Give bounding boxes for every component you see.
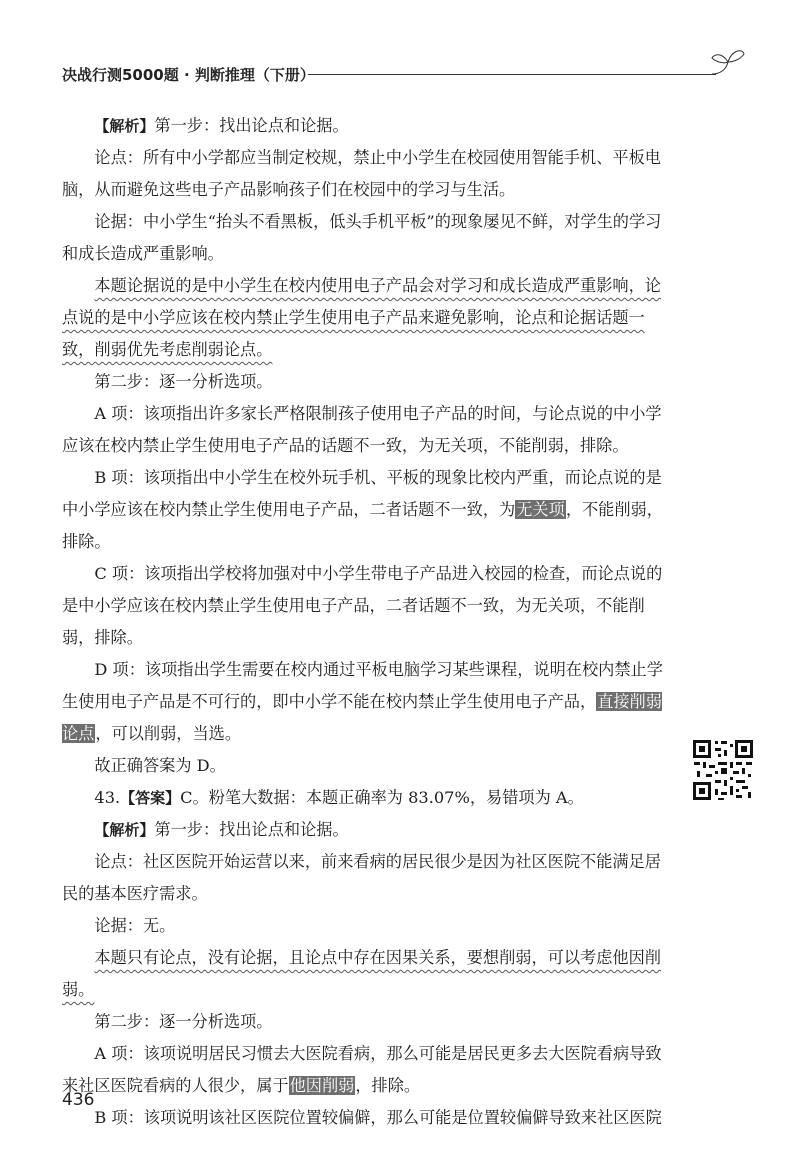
highlight-direct-weaken: 直接削弱论点 xyxy=(62,692,662,743)
q42-option-b: B 项：该项指出中小学生在校外玩手机、平板的现象比校内严重，而论点说的是中小学应该在校内禁止学生使用电子产品，二者话题不一致，为无关项，不能削弱，排除。 xyxy=(62,468,663,551)
analysis-tag: 【解析】 xyxy=(94,821,155,839)
q42-summary: 本题论据说的是中小学生在校内使用电子产品会对学习和成长造成严重影响，论点说的是中小学应该在校内禁止学生使用电子产品来避免影响，论点和论据话题一致，削弱优先考虑削弱论点。 xyxy=(62,276,661,359)
highlight-other-cause: 他因削弱 xyxy=(289,1076,355,1095)
q42-option-c: C 项：该项指出学校将加强对中小学生带电子产品进入校园的检查，而论点说的是中小学应该在校内禁止学生使用电子产品，二者话题不一致，为无关项，不能削弱，排除。 xyxy=(62,564,663,647)
answer-tag: 【答案】 xyxy=(120,789,181,807)
page-number: 436 xyxy=(62,1090,95,1110)
header-rule xyxy=(308,74,716,75)
q42-evidence: 论据：中小学生“抬头不看黑板，低头手机平板”的现象屡见不鲜，对学生的学习和成长造成严重影响。 xyxy=(62,212,662,263)
book-title: 决战行测5000题 · 判断推理（下册） xyxy=(62,66,315,84)
q42-step2: 第二步：逐一分析选项。 xyxy=(94,372,273,391)
analysis-tag: 【解析】 xyxy=(94,117,155,135)
q43-argument: 论点：社区医院开始运营以来，前来看病的居民很少是因为社区医院不能满足居民的基本医疗需求。 xyxy=(62,852,661,903)
q42-option-d: D 项：该项指出学生需要在校内通过平板电脑学习某些课程，说明在校内禁止学生使用电子产品是不可行的，即中小学不能在校内禁止学生使用电子产品，直接削弱论点，可以削弱，当选。 xyxy=(62,660,663,743)
q43-step1: 【解析】第一步：找出论点和论据。 xyxy=(94,820,349,839)
q43-summary: 本题只有论点，没有论据，且论点中存在因果关系，要想削弱，可以考虑他因削弱。 xyxy=(62,948,661,999)
page-body xyxy=(62,110,672,1134)
q43-option-b: B 项：该项说明该社区医院位置较偏僻，那么可能是位置较偏僻导致来社区医院 xyxy=(94,1108,662,1127)
q43-answer: 43.【答案】C。粉笔大数据：本题正确率为 83.07%，易错项为 A。 xyxy=(94,788,584,807)
running-header xyxy=(62,60,752,90)
highlight-irrelevant: 无关项 xyxy=(516,500,565,519)
q42-argument: 论点：所有中小学都应当制定校规，禁止中小学生在校园使用智能手机、平板电脑，从而避免这些电子产品影响孩子们在校园中的学习与生活。 xyxy=(62,148,661,199)
q43-evidence: 论据：无。 xyxy=(94,916,176,935)
q43-option-a: A 项：该项说明居民习惯去大医院看病，那么可能是居民更多去大医院看病导致来社区医院看病的人很少，属于他因削弱，排除。 xyxy=(62,1044,662,1095)
qr-code-icon[interactable] xyxy=(691,738,755,802)
q42-step1: 【解析】第一步：找出论点和论据。 xyxy=(94,116,349,135)
leaf-sprout-icon xyxy=(710,46,746,76)
q42-option-a: A 项：该项指出许多家长严格限制孩子使用电子产品的时间，与论点说的中小学应该在校内禁止学生使用电子产品的话题不一致，为无关项，不能削弱，排除。 xyxy=(62,404,662,455)
q42-conclusion: 故正确答案为 D。 xyxy=(94,756,226,775)
q43-step2: 第二步：逐一分析选项。 xyxy=(94,1012,273,1031)
